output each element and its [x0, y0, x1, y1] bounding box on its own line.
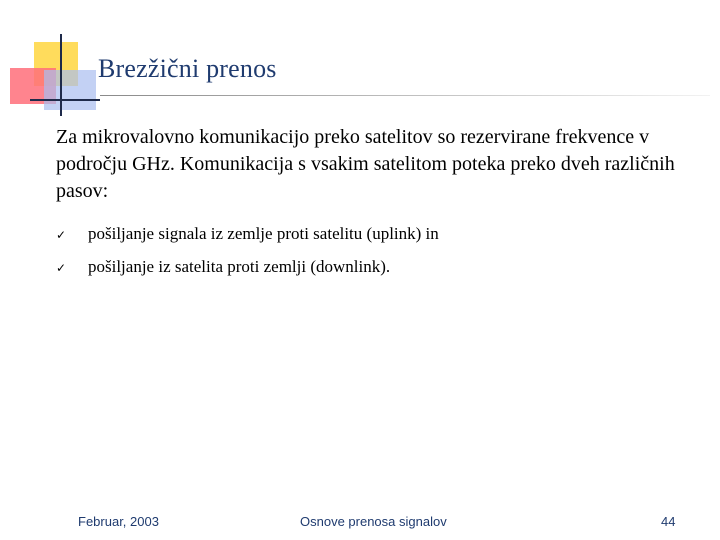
checkmark-icon: ✓ — [56, 228, 67, 242]
bullet-list — [56, 218, 676, 284]
slide-paragraph: Za mikrovalovno komunikacijo preko satelitov so rezervirane frekvence v področju GHz. Komunikacija s vsakim satelitom poteka preko dveh različnih pasov: — [56, 126, 675, 202]
bullet-text: pošiljanje signala iz zemlje proti satelitu (uplink) in — [88, 224, 439, 243]
logo-vertical-line — [60, 34, 62, 116]
footer-course: Osnove prenosa signalov — [300, 514, 447, 529]
bullet-text: pošiljanje iz satelita proti zemlji (downlink). — [88, 257, 391, 276]
checkmark-icon: ✓ — [56, 261, 67, 275]
footer-date: Februar, 2003 — [78, 514, 159, 529]
logo-horizontal-line — [30, 99, 100, 101]
title-divider — [100, 95, 710, 96]
decorative-logo — [0, 0, 100, 120]
footer-page-number: 44 — [661, 514, 676, 529]
list-item — [56, 251, 676, 284]
logo-blue-square — [44, 70, 96, 110]
list-item — [56, 218, 676, 251]
slide-title: Brezžični prenos — [98, 54, 277, 83]
